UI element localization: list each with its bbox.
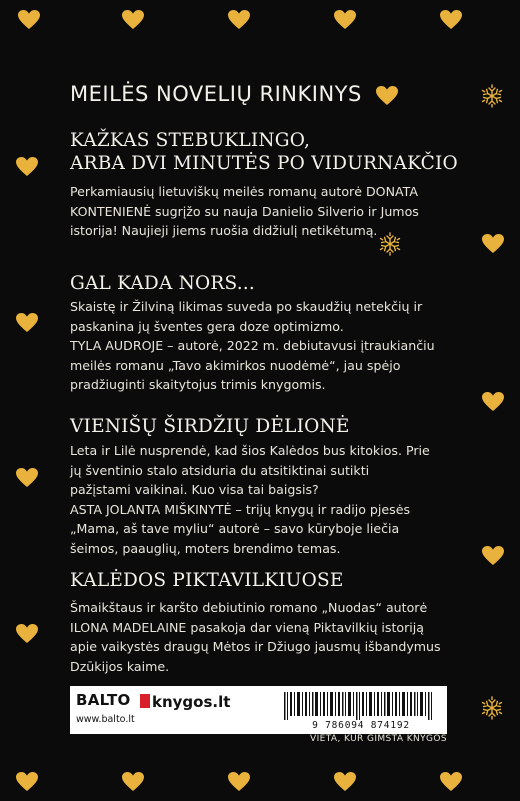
- heart-icon: [16, 157, 38, 177]
- heart-icon: [16, 624, 38, 644]
- store-logo: [140, 693, 230, 711]
- heart-icon: [440, 10, 462, 30]
- heart-icon: [334, 772, 356, 792]
- story-description: [70, 182, 426, 241]
- story-title: [70, 569, 344, 592]
- publisher-slogan: VIETA, KUR GIMSTA KNYGOS: [70, 734, 447, 749]
- store-logo-mark: [140, 694, 150, 708]
- heart-icon: [228, 10, 250, 30]
- story-title-line: KAŽKAS STEBUKLINGO,: [70, 130, 311, 151]
- story-title-line: ARBA DVI MINUTĖS PO VIDURNAKČIO: [70, 153, 458, 174]
- heart-icon: [228, 772, 250, 792]
- snowflake-icon: [480, 696, 504, 720]
- heart-icon: [334, 10, 356, 30]
- story-title-line: KALĖDOS PIKTAVILKIUOSE: [70, 570, 344, 591]
- heart-icon: [482, 392, 504, 412]
- heart-icon: [16, 313, 38, 333]
- collection-label: MEILĖS NOVELIŲ RINKINYS: [70, 82, 362, 106]
- story-title-line: GAL KADA NORS...: [70, 273, 255, 294]
- story-title: [70, 272, 255, 295]
- story-paragraph: TYLA AUDROJE – autorė, 2022 m. debiutavusi įtraukiančiu meilės romanu „Tavo akimirkos nuodėmė“, jau spėjo pradžiuginti skaitytojus trimis knygomis.: [70, 338, 435, 392]
- heart-icon: [122, 772, 144, 792]
- story-title: [70, 415, 350, 438]
- story-description: [70, 441, 432, 558]
- story-paragraph: Leta ir Lilė nusprendė, kad šios Kalėdos bus kitokios. Prie jų šventinio stalo atsiduria du atsitiktinai sutikti pažįstami vaikinai. Kuo visa tai baigsis?: [70, 443, 430, 497]
- heart-icon: [18, 10, 40, 30]
- story-title: [70, 129, 458, 175]
- heart-icon: [440, 772, 462, 792]
- heart-icon: [122, 10, 144, 30]
- heart-icon: [376, 86, 398, 106]
- publisher-footer: [70, 686, 447, 734]
- story-paragraph: Šmaikštaus ir karšto debiutinio romano „Nuodas“ autorė ILONA MADELAINE pasakoja dar vieną Piktavilkių istoriją apie vaikystės draugų Mėtos ir Džiugo jausmų išbandymus Dzūkijos kaime.: [70, 600, 441, 674]
- snowflake-icon: [480, 84, 504, 108]
- story-paragraph: Perkamiausių lietuviškų meilės romanų autorė DONATA KONTENIENĖ sugrįžo su nauja Danielio Silverio ir Jumos istorija! Naujieji jiems ruošia didžiulį netikėtumą.: [70, 184, 419, 238]
- isbn-barcode: [284, 692, 438, 720]
- publisher-url: www.balto.lt: [76, 714, 135, 725]
- story-description: [70, 297, 442, 395]
- heart-icon: [482, 234, 504, 254]
- story-paragraph: Skaistę ir Žilviną likimas suveda po skaudžių netekčių ir paskanina jų šventes gera doze optimizmo.: [70, 299, 423, 334]
- isbn-number: 9 786094 874192: [312, 720, 410, 731]
- story-paragraph: ASTA JOLANTA MIŠKINYTĖ – trijų knygų ir radijo pjesės „Mama, aš tave myliu“ autorė – savo kūryboje liečia šeimos, paauglių, moters brendimo temas.: [70, 501, 411, 556]
- story-title-line: VIENIŠŲ ŠIRDŽIŲ DĖLIONĖ: [70, 416, 350, 437]
- publisher-logo: BALTO: [76, 691, 131, 709]
- heart-icon: [482, 546, 504, 566]
- heart-icon: [16, 772, 38, 792]
- story-description: [70, 598, 450, 676]
- store-logo-text: knygos.lt: [152, 693, 231, 711]
- heart-icon: [16, 468, 38, 488]
